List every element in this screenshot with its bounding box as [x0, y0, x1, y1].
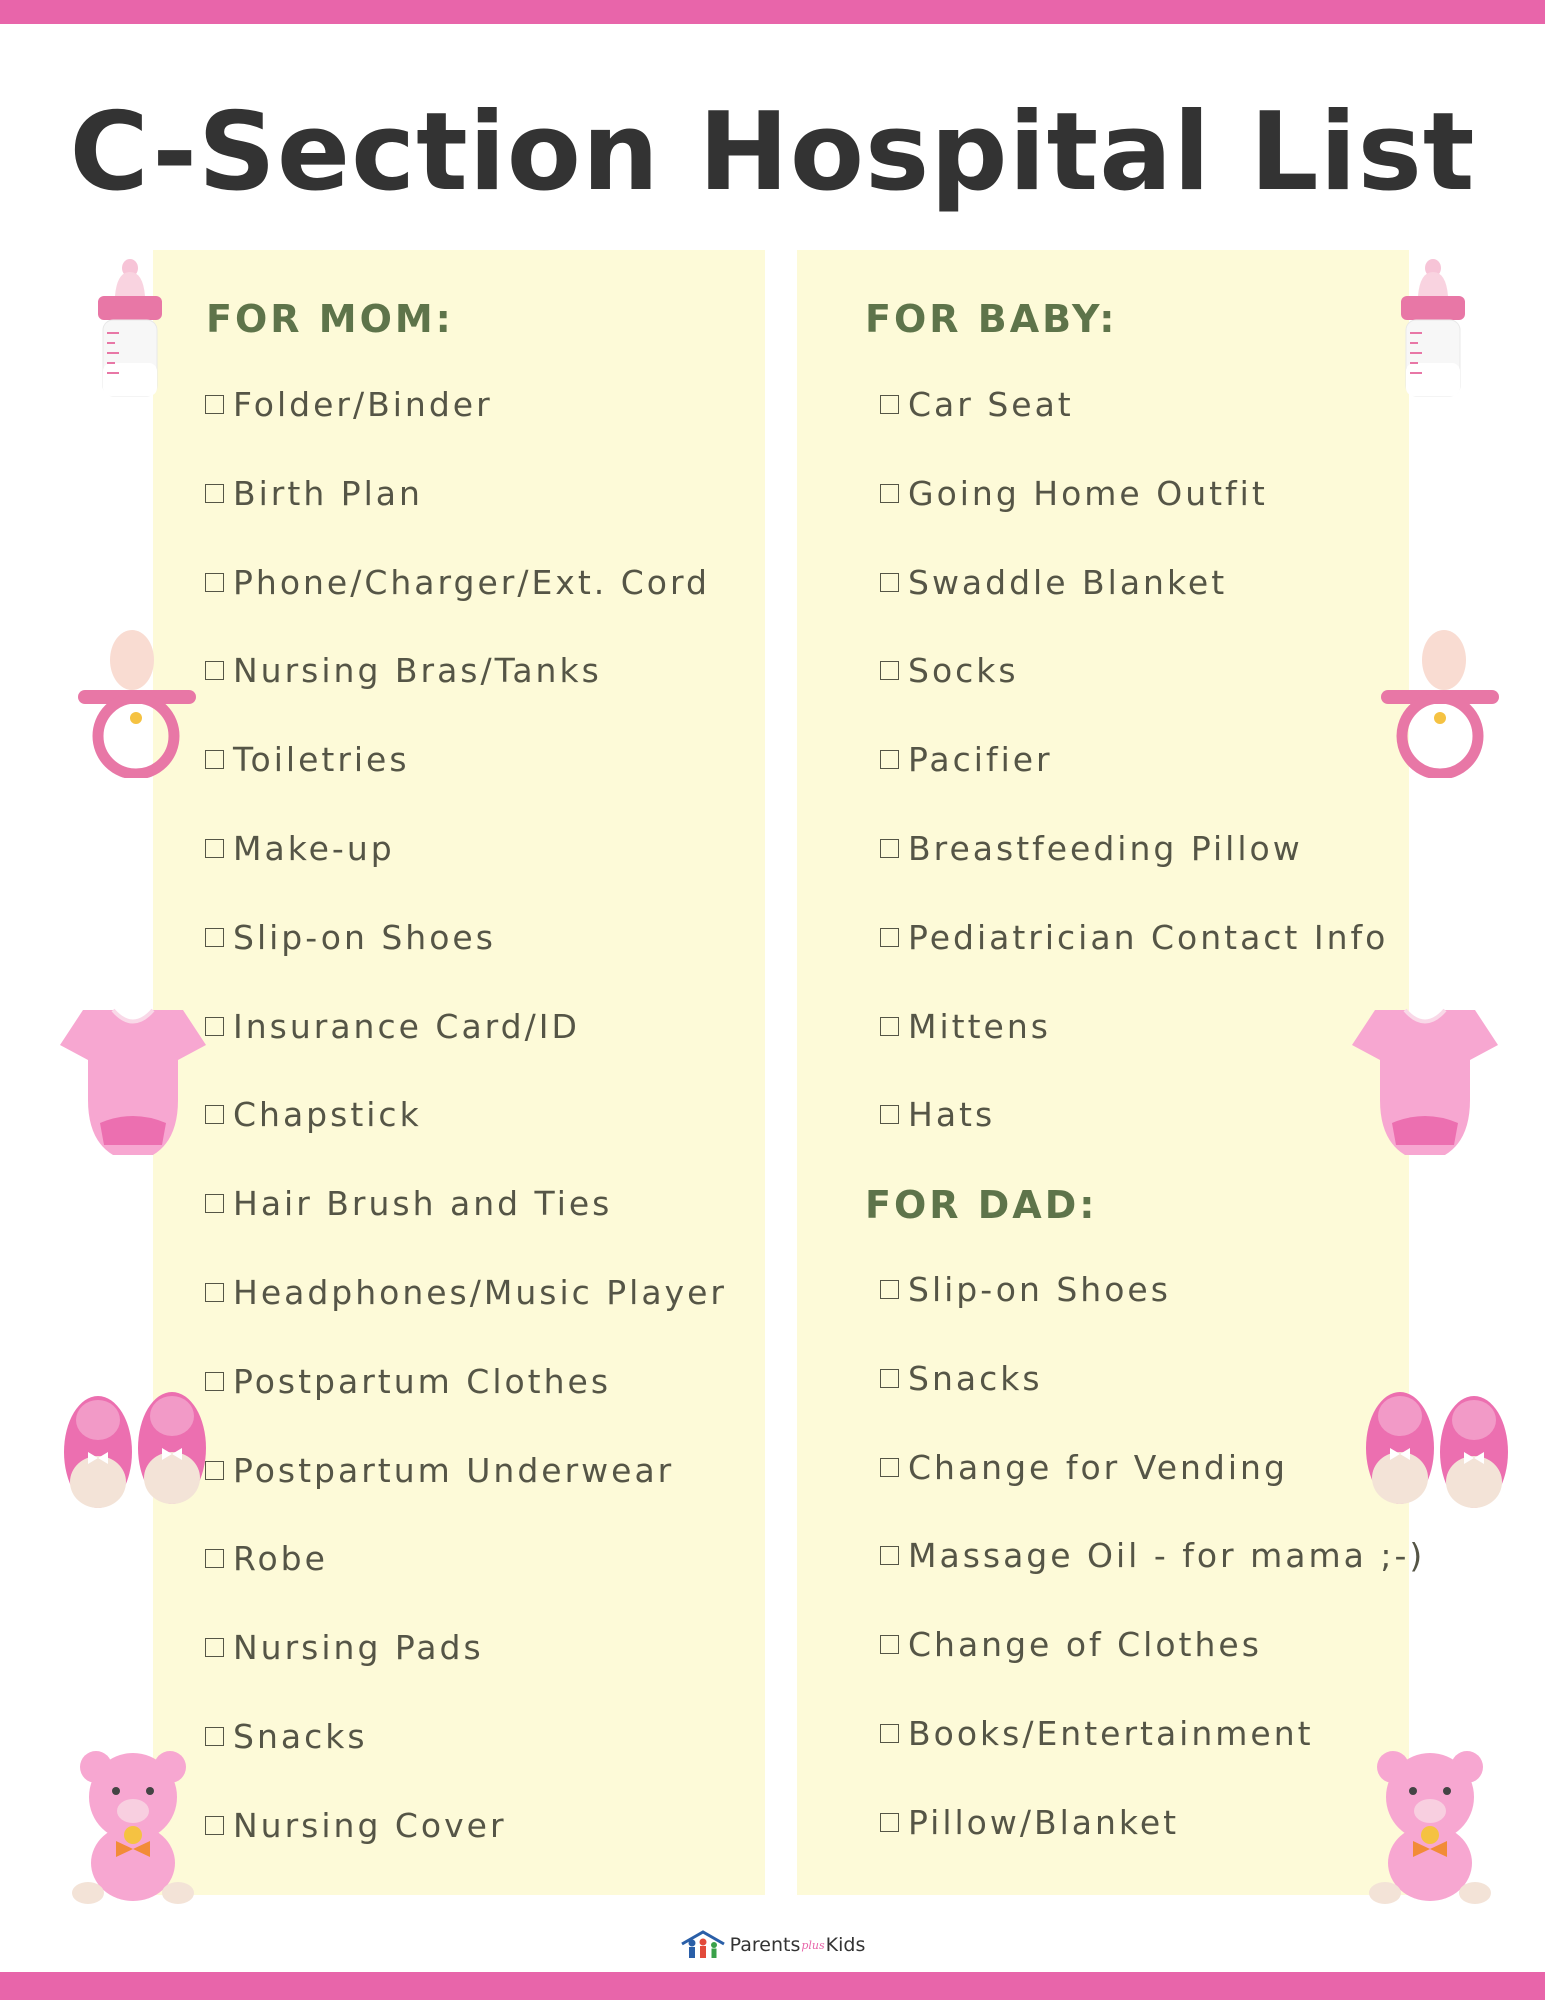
checklist-item-label: Books/Entertainment: [908, 1714, 1314, 1753]
checkbox[interactable]: [205, 1549, 224, 1568]
checkbox[interactable]: [880, 1546, 899, 1565]
checklist-item[interactable]: [205, 829, 395, 868]
checkbox[interactable]: [880, 750, 899, 769]
checkbox[interactable]: [880, 661, 899, 680]
checklist-item[interactable]: [880, 918, 1388, 957]
checklist-item[interactable]: [880, 1095, 995, 1134]
checklist-item-label: Postpartum Clothes: [233, 1361, 612, 1401]
checklist-item[interactable]: [880, 563, 1227, 602]
checklist-item-label: Chapstick: [233, 1095, 422, 1135]
checklist-item[interactable]: [880, 651, 1019, 690]
checklist-item[interactable]: [205, 1717, 368, 1756]
checklist-item[interactable]: [205, 474, 423, 513]
checklist-item-label: Birth Plan: [233, 473, 423, 513]
checklist-item[interactable]: [205, 740, 410, 779]
checklist-item-label: Going Home Outfit: [908, 473, 1268, 513]
checklist-item-label: Slip-on Shoes: [233, 917, 496, 957]
pacifier-icon: [1378, 628, 1503, 778]
checklist-item[interactable]: [880, 1803, 1179, 1842]
checklist-item[interactable]: [205, 651, 602, 690]
checklist-item-label: Phone/Charger/Ext. Cord: [233, 562, 710, 602]
checkbox[interactable]: [880, 573, 899, 592]
checkbox[interactable]: [205, 1283, 224, 1302]
checkbox[interactable]: [880, 1017, 899, 1036]
checklist-item[interactable]: [205, 1273, 727, 1312]
checklist-item-label: Change for Vending: [908, 1447, 1288, 1487]
checklist-item-label: Slip-on Shoes: [908, 1270, 1171, 1309]
checklist-item[interactable]: [205, 1007, 580, 1046]
checklist-item[interactable]: [205, 1539, 328, 1578]
checklist-item-label: Nursing Bras/Tanks: [233, 651, 602, 691]
checkbox[interactable]: [205, 395, 224, 414]
checklist-item[interactable]: [205, 1362, 611, 1401]
checklist-item-label: Headphones/Music Player: [233, 1273, 727, 1312]
checklist-item-label: Insurance Card/ID: [233, 1006, 580, 1046]
checklist-item[interactable]: [205, 385, 493, 424]
checklist-item-label: Car Seat: [908, 385, 1074, 424]
checklist-item[interactable]: [205, 1451, 674, 1490]
checkbox[interactable]: [205, 928, 224, 947]
checkbox[interactable]: [205, 1372, 224, 1391]
checklist-item-label: Robe: [233, 1539, 328, 1579]
checkbox[interactable]: [205, 573, 224, 592]
teddy-bear-icon: [68, 1745, 198, 1905]
checkbox[interactable]: [880, 1458, 899, 1477]
page-title: C-Section Hospital List: [69, 90, 1476, 215]
checklist-item-label: Hair Brush and Ties: [233, 1184, 613, 1224]
checklist-item[interactable]: [880, 385, 1074, 424]
checkbox[interactable]: [880, 1813, 899, 1832]
checklist-item-label: Toiletries: [233, 740, 410, 780]
onesie-icon: [1350, 1005, 1500, 1160]
checklist-item-label: Hats: [908, 1095, 996, 1135]
checklist-item[interactable]: [205, 1628, 484, 1667]
checklist-item-label: Massage Oil - for mama ;-): [908, 1536, 1426, 1576]
checklist-item[interactable]: [880, 1536, 1425, 1575]
checklist-item-label: Swaddle Blanket: [908, 562, 1228, 602]
checklist-item-label: Breastfeeding Pillow: [908, 829, 1303, 868]
pacifier-icon: [74, 628, 199, 778]
checklist-item[interactable]: [880, 829, 1303, 868]
checklist-item-label: Folder/Binder: [233, 385, 493, 424]
footer-brand-plus: plus: [801, 1938, 825, 1952]
checklist-item[interactable]: [880, 740, 1053, 779]
checklist-item[interactable]: [880, 1007, 1051, 1046]
checkbox[interactable]: [205, 484, 224, 503]
checkbox[interactable]: [205, 1727, 224, 1746]
checklist-item-label: Socks: [908, 651, 1019, 691]
onesie-icon: [58, 1005, 208, 1160]
checklist-item[interactable]: [880, 1714, 1314, 1753]
checklist-item[interactable]: [880, 1448, 1288, 1487]
checkbox[interactable]: [205, 839, 224, 858]
checkbox[interactable]: [880, 395, 899, 414]
checklist-item-label: Make-up: [233, 829, 395, 868]
checklist-item-label: Mittens: [908, 1006, 1051, 1046]
footer-brand-kids: Kids: [825, 1934, 866, 1956]
checkbox[interactable]: [880, 1635, 899, 1654]
checklist-item-label: Change of Clothes: [908, 1625, 1262, 1665]
checkbox[interactable]: [205, 661, 224, 680]
baby-shoes-icon: [1362, 1390, 1512, 1515]
dad-heading: FOR DAD:: [865, 1183, 1098, 1227]
checkbox[interactable]: [880, 1280, 899, 1299]
checklist-item[interactable]: [880, 1270, 1171, 1309]
checkbox[interactable]: [205, 1194, 224, 1213]
mom-heading: FOR MOM:: [206, 297, 454, 341]
checklist-item[interactable]: [205, 563, 710, 602]
checkbox[interactable]: [880, 1105, 899, 1124]
checklist-item[interactable]: [880, 1359, 1043, 1398]
checklist-item-label: Pediatrician Contact Info: [908, 917, 1389, 957]
checklist-item-label: Pacifier: [908, 740, 1053, 780]
baby-bottle-icon: [1388, 258, 1478, 403]
checklist-item[interactable]: [205, 1184, 612, 1223]
checklist-item[interactable]: [880, 474, 1268, 513]
family-logo-icon: [680, 1930, 726, 1960]
checklist-item-label: Nursing Pads: [233, 1628, 484, 1668]
checkbox[interactable]: [205, 1638, 224, 1657]
bottom-accent-bar: [0, 1972, 1545, 2000]
top-accent-bar: [0, 0, 1545, 24]
checklist-item[interactable]: [205, 918, 496, 957]
baby-heading: FOR BABY:: [865, 297, 1118, 341]
baby-bottle-icon: [85, 258, 175, 403]
checklist-item-label: Snacks: [908, 1358, 1043, 1398]
checklist-item[interactable]: [880, 1625, 1262, 1664]
checkbox[interactable]: [880, 928, 899, 947]
baby-shoes-icon: [60, 1390, 210, 1515]
checklist-item-label: Snacks: [233, 1717, 368, 1756]
checklist-item-label: Pillow/Blanket: [908, 1802, 1180, 1842]
checkbox[interactable]: [205, 750, 224, 769]
checklist-item[interactable]: [205, 1806, 507, 1845]
checklist-item-label: Postpartum Underwear: [233, 1450, 675, 1490]
checkbox[interactable]: [205, 1816, 224, 1835]
checkbox[interactable]: [880, 839, 899, 858]
checkbox[interactable]: [880, 1724, 899, 1743]
teddy-bear-icon: [1365, 1745, 1495, 1905]
footer-logo: [0, 1930, 1545, 1960]
checklist-item-label: Nursing Cover: [233, 1805, 507, 1845]
checklist-item[interactable]: [205, 1095, 422, 1134]
footer-brand-parents: Parents: [729, 1934, 801, 1956]
checkbox[interactable]: [880, 1369, 899, 1388]
checkbox[interactable]: [880, 484, 899, 503]
